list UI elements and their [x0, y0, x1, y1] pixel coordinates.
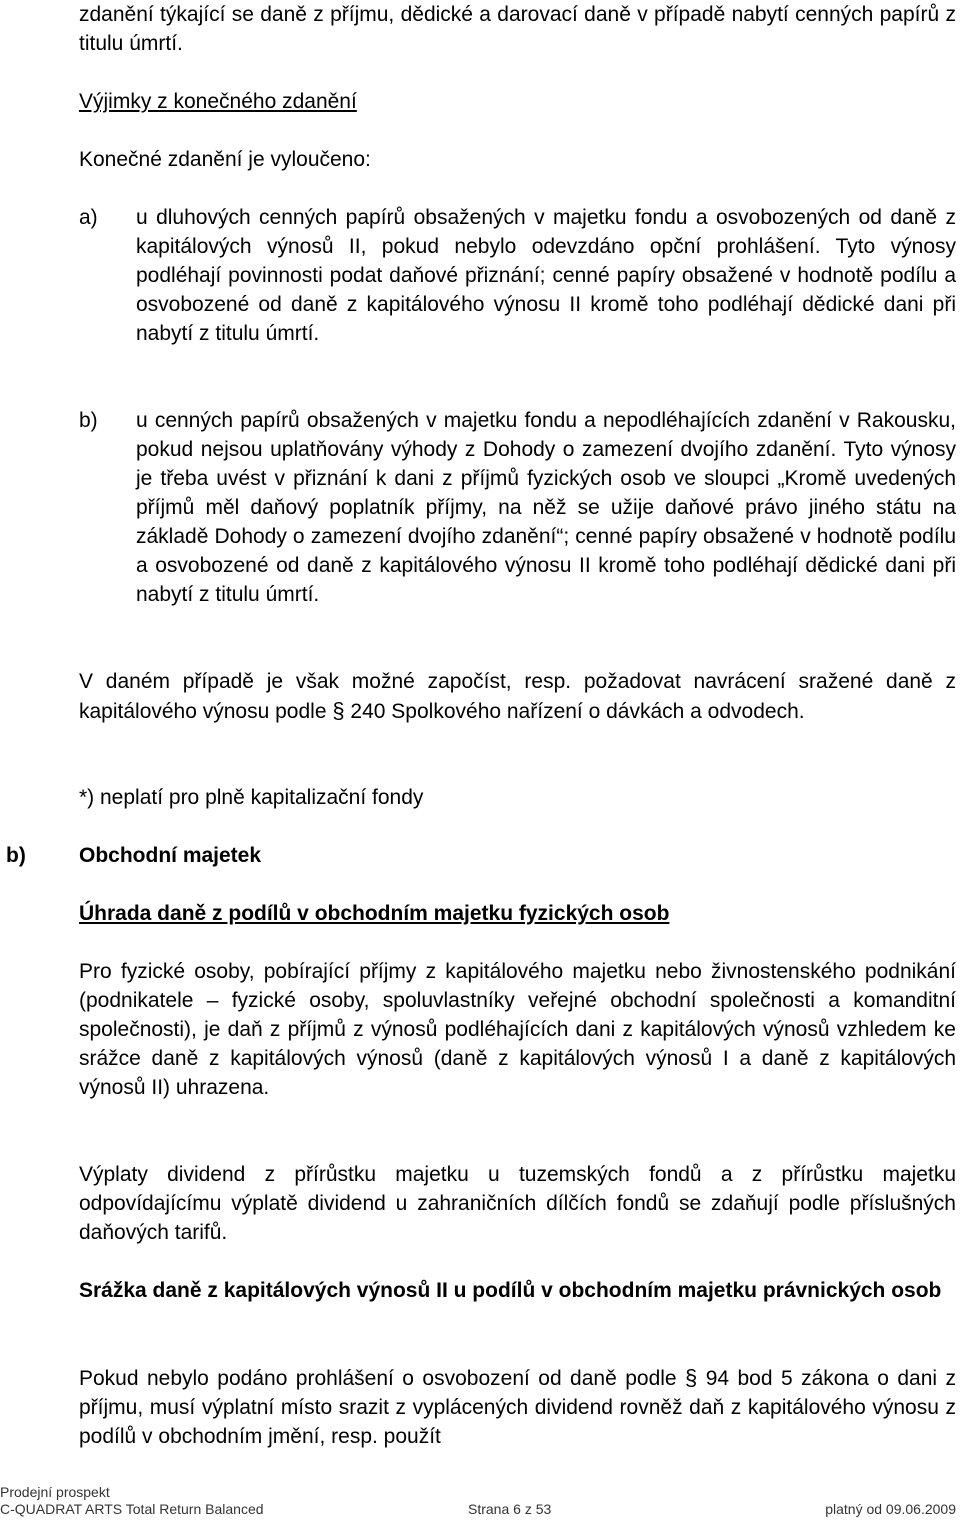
heading-natural-persons [79, 899, 956, 928]
heading-natural-persons-text: Úhrada daně z podílů v obchodním majetku fyzických osob [79, 902, 670, 925]
footer-fund-name: C-QUADRAT ARTS Total Return Balanced [0, 1501, 264, 1517]
exclusion-intro: Konečné zdanění je vyloučeno: [79, 148, 371, 171]
footer-valid-date: platný od 09.06.2009 [825, 1501, 956, 1517]
heading-legal-persons: Srážka daně z kapitálových výnosů II u podílů v obchodním majetku právnických osob [79, 1279, 942, 1302]
section-b-heading [6, 841, 956, 870]
footer-doc-type: Prodejní prospekt [0, 1484, 110, 1500]
legal-persons-paragraph [79, 1363, 956, 1451]
section-b-title: Obchodní majetek [79, 844, 262, 867]
refund-text-post: 240 Spolkového nařízení o dávkách a odvodech. [344, 700, 805, 723]
section-b-label: b) [6, 844, 26, 867]
continuation-paragraph: zdanění týkající se daně z příjmu, dědické a darovací daně v případě nabytí cenných papírů z titulu úmrtí. [79, 3, 956, 55]
legal-text-pre: Pokud nebylo podáno prohlášení o osvobození od daně podle [79, 1367, 686, 1390]
refund-text-pre: V daném případě je však možné započíst, resp. požadovat navrácení sražené daně z kapitálového výnosu podle [79, 670, 956, 723]
section-symbol: § [685, 1365, 698, 1390]
list-item-a [79, 203, 956, 348]
section-symbol: § [332, 698, 345, 723]
exceptions-heading [79, 87, 956, 116]
exceptions-heading-text: Výjimky z konečného zdanění [79, 90, 357, 113]
list-item-b [79, 406, 956, 609]
footer-page-number: Strana 6 z 53 [468, 1501, 552, 1517]
dividend-paragraph: Výplaty dividend z přírůstku majetku u tuzemských fondů a z přírůstku majetku odpovídajícímu výplatě dividend u zahraničních dílčích fondů se zdaňují podle příslušných daňových tarifů. [79, 1163, 956, 1244]
list-item-text: u dluhových cenných papírů obsažených v majetku fondu a osvobozených od daně z kapitálových výnosů II, pokud nebylo odevzdáno opční prohlášení. Tyto výnosy podléhají povinnosti podat daňové přiznání; cenné papíry obsažené v hodnotě podílu a osvobozené od daně z kapitálového výnosu II kromě toho podléhají dědické dani při nabytí z titulu úmrtí. [136, 206, 956, 345]
footnote: *) neplatí pro plně kapitalizační fondy [79, 786, 424, 809]
list-item-text: u cenných papírů obsažených v majetku fondu a nepodléhajících zdanění v Rakousku, pokud nejsou uplatňovány výhody z Dohody o zamezení dvojího zdanění. Tyto výnosy je třeba uvést v přiznání k dani z příjmů fyzických osob ve sloupci „Kromě uvedených příjmů měl daňový poplatník příjmy, na něž se užije daňové právo jiného státu na základě Dohody o zamezení dvojího zdanění“; cenné papíry obsažené v hodnotě podílu a osvobozené od daně z kapitálového výnosu II kromě toho podléhají dědické dani při nabytí z titulu úmrtí. [136, 409, 956, 606]
list-item-label: a) [79, 206, 98, 229]
natural-persons-paragraph: Pro fyzické osoby, pobírající příjmy z kapitálového majetku nebo živnostenského podnikání (podnikatele – fyzické osoby, spoluvlastníky veřejné obchodní společnosti a komanditní společnosti), je daň z příjmů z výnosů podléhajících dani z kapitálových výnosů vzhledem ke srážce daně z kapitálových výnosů (daně z kapitálových výnosů I a daně z kapitálových výnosů II) uhrazena. [79, 960, 956, 1099]
refund-paragraph [79, 667, 956, 726]
legal-text-post: 94 bod 5 zákona o dani z příjmu, musí výplatní místo srazit z vyplácených dividend rovněž daň z kapitálového výnosu z podílů v obchodním jmění, resp. použít [79, 1367, 956, 1448]
list-item-label: b) [79, 409, 98, 432]
